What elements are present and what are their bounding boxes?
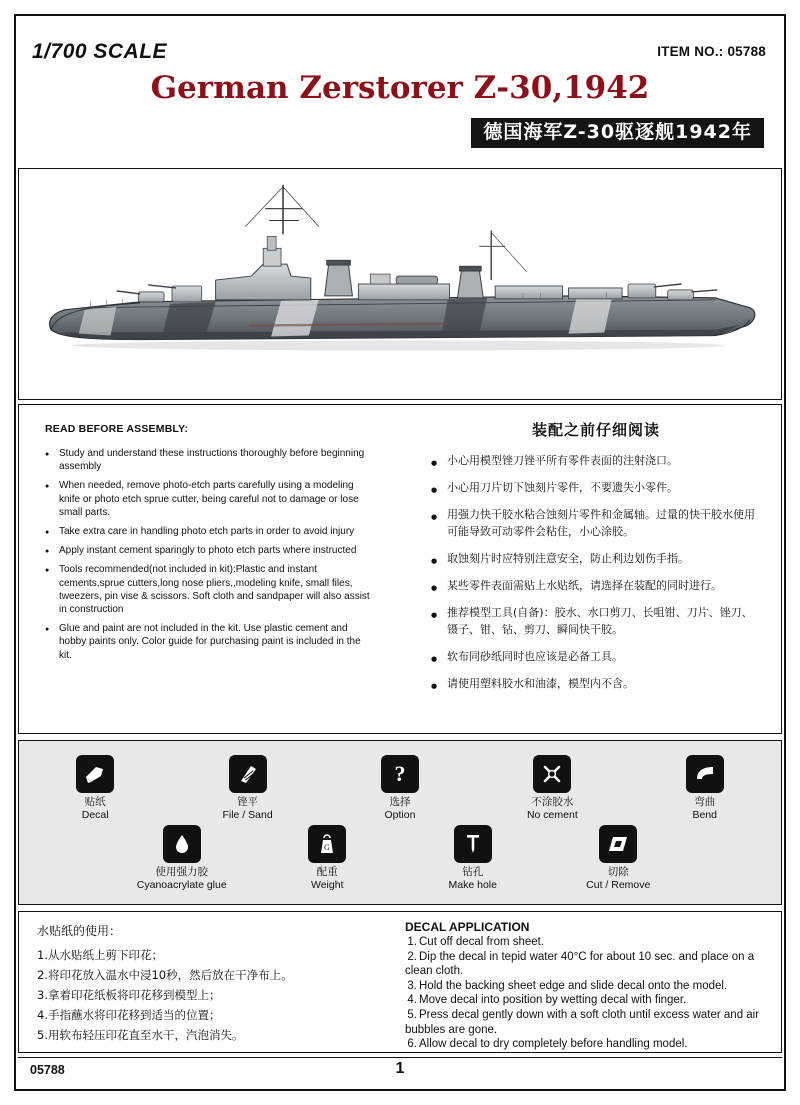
legend-bend	[645, 755, 765, 822]
item-number: ITEM NO.: 05788	[657, 44, 766, 59]
footer	[18, 1058, 782, 1088]
legend-no-cement-cn: 不涂胶水	[531, 796, 574, 808]
decal-heading-en: DECAL APPLICATION	[405, 920, 530, 934]
weight-icon	[308, 825, 346, 863]
legend-weight	[267, 825, 387, 892]
decal-step-number: 4.	[407, 994, 417, 1007]
decal-step-cn: 4.手指蘸水将印花移到适当的位置；	[37, 1008, 221, 1022]
legend-cut-remove	[558, 825, 678, 892]
decal-step-en	[405, 1008, 767, 1037]
decal-step-cn: 3.拿着印花纸板将印花移到模型上；	[37, 988, 221, 1002]
decal-step-text: Hold the backing sheet edge and slide decal onto the model.	[419, 979, 728, 992]
decal-step-cn: 1.从水贴纸上剪下印花；	[37, 948, 163, 962]
make-hole-icon	[454, 825, 492, 863]
page-title-cn: 德国海军Z-30驱逐舰1942年	[483, 121, 752, 143]
decal-step-number: 2.	[407, 950, 417, 963]
decal-steps-chinese	[37, 922, 377, 1045]
glue-drop-icon	[163, 825, 201, 863]
legend-decal-cn: 贴纸	[84, 796, 106, 808]
no-cement-icon	[533, 755, 571, 793]
decal-heading-cn: 水贴纸的使用：	[37, 924, 122, 938]
file-sand-icon-glyph	[236, 762, 260, 786]
legend-file-sand-cn: 锉平	[237, 796, 259, 808]
instructions-list-en	[45, 447, 375, 662]
decal-step-text: Allow decal to dry completely before handling model.	[419, 1038, 688, 1051]
decal-icon	[76, 755, 114, 793]
decal-step-number: 6.	[407, 1038, 417, 1051]
weight-icon-glyph	[315, 832, 339, 856]
bend-icon-glyph	[693, 762, 717, 786]
decal-step-cn: 5.用软布轻压印花直至水干，汽泡消失。	[37, 1028, 244, 1042]
instruction-item: ● Tools recommended(not included in kit):Plastic and instant cements,sprue cutters,long nose pliers,,modeling knife, small files, tweezers, pin vise & scissors. Soft cloth and sandpaper will also assist in construction	[45, 563, 375, 616]
legend-bend-cn: 弯曲	[694, 796, 716, 808]
ship-artwork-panel	[18, 168, 782, 400]
make-hole-icon-glyph	[461, 832, 485, 856]
header	[18, 18, 782, 160]
legend-option-en: Option	[384, 809, 416, 821]
instruction-item-cn: ● 请使用塑料胶水和油漆，模型内不含。	[431, 675, 761, 692]
file-sand-icon	[229, 755, 267, 793]
instruction-item-cn: ● 用强力快干胶水粘合蚀刻片零件和金属轴。过量的快干胶水使用可能导致可动零件会粘住，小心涂胶。	[431, 506, 761, 540]
instruction-item-cn: ● 软布同砂纸同时也应该是必备工具。	[431, 648, 761, 665]
legend-cut-remove-cn: 切除	[607, 866, 629, 878]
page-number: 1	[395, 1060, 405, 1077]
decal-step-text: Move decal into position by wetting decal with finger.	[419, 994, 687, 1007]
legend-glue-cn: 使用强力胶	[155, 866, 208, 878]
bend-icon	[686, 755, 724, 793]
footer-item-code: 05788	[30, 1063, 65, 1077]
decal-step-text: Press decal gently down with a soft cloth until excess water and air bubbles are gone.	[405, 1008, 760, 1036]
decal-step-en	[405, 979, 767, 994]
legend-option-cn: 选择	[389, 796, 411, 808]
legend-no-cement	[492, 755, 612, 822]
legend-cyanoacrylate-glue	[122, 825, 242, 892]
page-title: German Zerstorer Z-30,1942	[150, 70, 650, 106]
decal-step-en	[405, 950, 767, 979]
legend-weight-cn: 配重	[316, 866, 338, 878]
legend-weight-en: Weight	[311, 879, 344, 891]
legend-make-hole	[413, 825, 533, 892]
legend-make-hole-cn: 钻孔	[462, 866, 484, 878]
instruction-item: ● Study and understand these instructions thoroughly before beginning assembly	[45, 447, 375, 473]
instructions-list-cn	[431, 452, 761, 692]
symbol-legend-panel	[18, 740, 782, 905]
ship-profile-illustration	[19, 169, 781, 399]
instruction-item: ● When needed, remove photo-etch parts carefully using a modeling knife or photo etch sprue cutter, being careful not to damage or lose small parts.	[45, 479, 375, 519]
symbol-row-2	[19, 825, 781, 892]
decal-step-en	[405, 935, 767, 950]
instruction-item-cn: ● 某些零件表面需贴上水贴纸，请选择在装配的同时进行。	[431, 577, 761, 594]
legend-file-sand-en: File / Sand	[222, 809, 273, 821]
decal-step-en	[405, 993, 767, 1008]
decal-step-number: 5.	[407, 1008, 417, 1021]
legend-bend-en: Bend	[692, 809, 718, 821]
decal-icon-glyph	[83, 762, 107, 786]
page-title-cn-banner	[471, 118, 764, 148]
instruction-item: ● Take extra care in handling photo etch parts in order to avoid injury	[45, 525, 375, 538]
no-cement-icon-glyph	[540, 762, 564, 786]
scale-label: 1/700 SCALE	[32, 40, 168, 63]
instruction-item-cn: ● 小心用刀片切下蚀刻片零件，不要遗失小零件。	[431, 479, 761, 496]
decal-step-cn: 2.将印花放入温水中浸10秒，然后放在干净布上。	[37, 968, 293, 982]
legend-glue-en: Cyanoacrylate glue	[136, 879, 227, 891]
cut-remove-icon	[599, 825, 637, 863]
legend-no-cement-en: No cement	[526, 809, 578, 821]
read-before-assembly-panel	[18, 404, 782, 734]
svg-text:G: G	[324, 843, 331, 852]
instructions-heading-en: READ BEFORE ASSEMBLY:	[45, 423, 189, 435]
legend-option	[340, 755, 460, 822]
legend-decal	[35, 755, 155, 822]
decal-step-en	[405, 1037, 767, 1052]
instructions-chinese	[431, 419, 761, 702]
instruction-item-cn: ● 取蚀刻片时应特别注意安全，防止利边划伤手指。	[431, 550, 761, 567]
instruction-item: ● Apply instant cement sparingly to photo etch parts where instructed	[45, 544, 375, 557]
instructions-heading-cn: 装配之前仔细阅读	[531, 421, 660, 439]
instructions-english	[45, 423, 375, 668]
legend-cut-remove-en: Cut / Remove	[586, 879, 651, 891]
legend-file-sand	[188, 755, 308, 822]
decal-step-number: 1.	[407, 936, 417, 948]
decal-application-panel	[18, 911, 782, 1053]
decal-steps-english	[405, 920, 767, 1052]
glue-drop-icon-glyph	[170, 832, 194, 856]
instruction-item: ● Glue and paint are not included in the kit. Use plastic cement and hobby paints only. Color guide for purchasing paint is included in the kit.	[45, 622, 375, 662]
legend-make-hole-en: Make hole	[448, 879, 497, 891]
option-icon: ?	[381, 755, 419, 793]
decal-step-text: Dip the decal in tepid water 40°C for about 10 sec. and place on a clean cloth.	[405, 950, 755, 978]
symbol-row-1	[19, 755, 781, 822]
decal-step-text: Cut off decal from sheet.	[419, 936, 545, 948]
decal-step-number: 3.	[407, 979, 417, 992]
instruction-item-cn: ● 小心用模型锉刀锉平所有零件表面的注射浇口。	[431, 452, 761, 469]
instruction-item-cn: ● 推荐模型工具(自备)：胶水、水口剪刀、长咀钳、刀片、锉刀、镊子、钳、钻、剪刀、瞬间快干胶。	[431, 604, 761, 638]
cut-remove-icon-glyph	[606, 832, 630, 856]
legend-decal-en: Decal	[81, 809, 109, 821]
